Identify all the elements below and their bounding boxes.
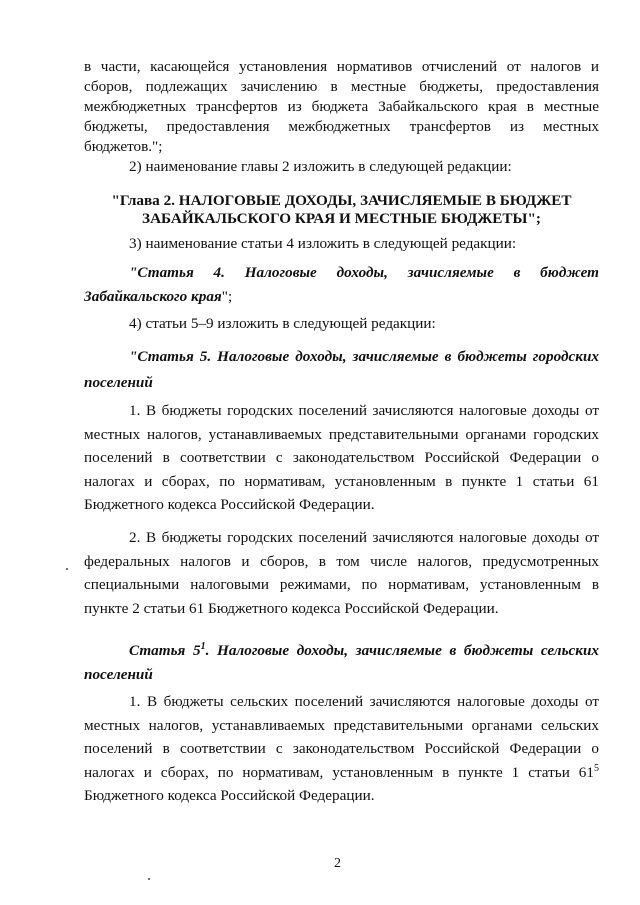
article-4-title-tail: "; [221, 288, 233, 305]
article-5-1-p1-text: 1. В бюджеты сельских поселений зачисляются налоговые доходы от местных налогов, устанавливаемых представительными органами сельских поселений в соответствии с законодательством Российской Федерации о налогах и сборах, по нормативам, установленным в пункте 1 статьи 61 [84, 693, 599, 781]
page-number: 2 [334, 856, 341, 871]
article-4-title [84, 261, 599, 309]
item-4: 4) статьи 5–9 изложить в следующей редакции: [129, 315, 436, 332]
continuation-paragraph: в части, касающейся установления нормативов отчислений от налогов и сборов, подлежащих зачислению в местные бюджеты, предоставления межбюджетных трансфертов из бюджета Забайкальского края в местные бюджеты, предоставления межбюджетных трансфертов из местных бюджетов."; [84, 58, 599, 155]
article-5-1-p1-superscript: 5 [594, 762, 599, 774]
article-5-paragraph-2: 2. В бюджеты городских поселений зачисляются налоговые доходы от федеральных налогов и сборов, в том числе налогов, предусмотренных специальными налоговыми режимами, по нормативам, установленным в пункте 2 статьи 61 Бюджетного кодекса Российской Федерации. [84, 529, 599, 617]
article-4-title-text: "Статья 4. Налоговые доходы, зачисляемые в бюджет Забайкальского края [84, 264, 599, 305]
article-5-1-title [84, 639, 599, 687]
scan-speck [148, 878, 150, 880]
item-2: 2) наименование главы 2 изложить в следующей редакции: [129, 158, 512, 175]
article-5-title: "Статья 5. Налоговые доходы, зачисляемые в бюджеты городских поселений [84, 348, 599, 391]
article-5-1-paragraph-1 [84, 690, 599, 808]
chapter-2-heading-line2: ЗАБАЙКАЛЬСКОГО КРАЯ И МЕСТНЫЕ БЮДЖЕТЫ"; [142, 210, 541, 227]
scan-speck [66, 568, 68, 570]
article-5-1-superscript: 1 [200, 641, 206, 652]
article-5-1-prefix: Статья 5 [129, 642, 201, 659]
chapter-2-heading-line1: "Глава 2. НАЛОГОВЫЕ ДОХОДЫ, ЗАЧИСЛЯЕМЫЕ В БЮДЖЕТ [111, 192, 572, 209]
article-5-paragraph-1: 1. В бюджеты городских поселений зачисляются налоговые доходы от местных налогов, устанавливаемых представительными органами городских поселений в соответствии с законодательством Российской Федерации о налогах и сборах, по нормативам, установленным в пункте 1 статьи 61 Бюджетного кодекса Российской Федерации. [84, 402, 599, 513]
article-5-1-rest: . Налоговые доходы, зачисляемые в бюджеты сельских поселений [84, 642, 599, 683]
item-3: 3) наименование статьи 4 изложить в следующей редакции: [129, 235, 517, 252]
article-5-1-p1-tail: Бюджетного кодекса Российской Федерации. [84, 787, 375, 804]
